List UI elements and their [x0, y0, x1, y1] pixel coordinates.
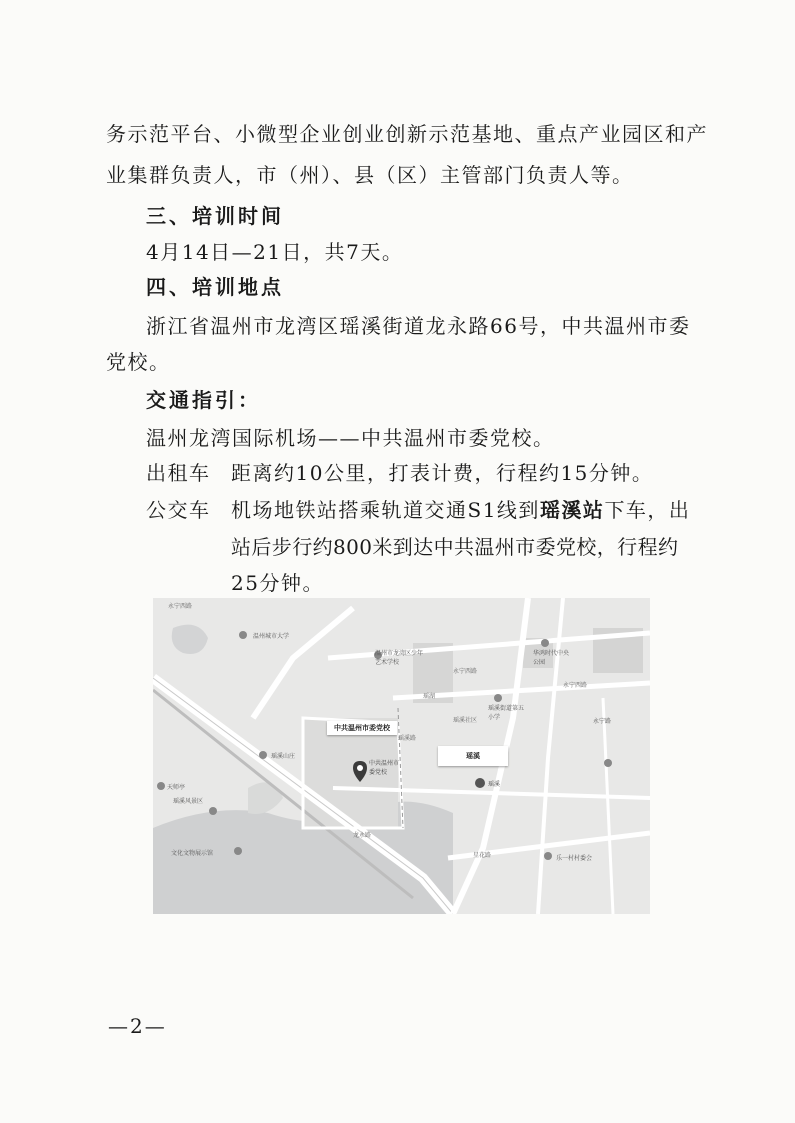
map-label-temple: 天师亭 [167, 784, 186, 791]
address-line1: 浙江省温州市龙湾区瑶溪街道龙永路66号，中共温州市委 [146, 314, 691, 338]
map-label-primary-school: 瑶溪街道第五小学 [488, 705, 525, 721]
page-number: —2— [108, 1014, 167, 1038]
map-label-shanzhuang: 瑶溪山庄 [271, 753, 296, 760]
training-dates: 4月14日—21日，共7天。 [146, 240, 404, 264]
map-canvas [153, 598, 650, 914]
para1-line1: 务示范平台、小微型企业创业创新示范基地、重点产业园区和产 [106, 122, 708, 146]
map-label-children-school: 温州市龙湾区少年艺术学校 [375, 650, 424, 666]
map-label-east-road: 永宁路 [593, 718, 612, 725]
bus-text-line2: 站后步行约800米到达中共温州市委党校，行程约 [231, 535, 679, 559]
map-callout-station [438, 746, 508, 766]
bus-text-line1 [231, 498, 690, 522]
map-label-lake: 瑶湖 [423, 693, 436, 700]
bus-text-line3: 25分钟。 [231, 571, 324, 595]
map-label-station-name: 瑶溪 [488, 781, 501, 788]
map-label-river-road: 龙永路 [353, 832, 372, 839]
taxi-label: 出租车 [146, 461, 211, 485]
map-label-park: 华鸿时代中央公园 [533, 650, 570, 666]
map-label-yongning-west-3: 永宁西路 [168, 603, 193, 610]
bus-station: 瑶溪站 [539, 498, 605, 522]
map-label-scenic: 瑶溪风景区 [173, 798, 204, 805]
heading-training-time: 三、培训时间 [146, 204, 284, 228]
route-map[interactable] [153, 598, 650, 914]
map-label-xingyu: 星花路 [473, 852, 492, 859]
map-label-yongning-west-2: 永宁西路 [563, 682, 588, 689]
map-label-university: 温州城市大学 [253, 633, 290, 640]
map-callout-destination [327, 721, 397, 735]
map-label-village: 乐一村村委会 [556, 855, 593, 862]
map-label-dest-small: 中共温州市委党校 [369, 760, 400, 776]
map-dest-label: 中共温州市委党校 [334, 724, 390, 732]
route-text: 温州龙湾国际机场——中共温州市委党校。 [146, 426, 555, 450]
heading-training-place: 四、培训地点 [146, 275, 284, 299]
map-label-yongning-west: 永宁西路 [453, 668, 478, 675]
address-line2: 党校。 [106, 350, 171, 374]
bus-label: 公交车 [146, 498, 211, 522]
map-label-culture: 文化文物展示馆 [171, 850, 214, 857]
para1-line2: 业集群负责人，市（州）、县（区）主管部门负责人等。 [106, 163, 634, 187]
map-station-label: 瑶溪 [466, 752, 480, 760]
map-label-yaoxi-road: 瑶溪路 [398, 735, 417, 742]
bus-text-b: 下车，出 [604, 498, 691, 522]
bus-text-a: 机场地铁站搭乘轨道交通S1线到 [231, 498, 540, 522]
map-label-community: 瑶溪社区 [453, 717, 478, 724]
taxi-text: 距离约10公里，打表计费，行程约15分钟。 [231, 461, 654, 485]
traffic-heading: 交通指引： [146, 388, 261, 412]
